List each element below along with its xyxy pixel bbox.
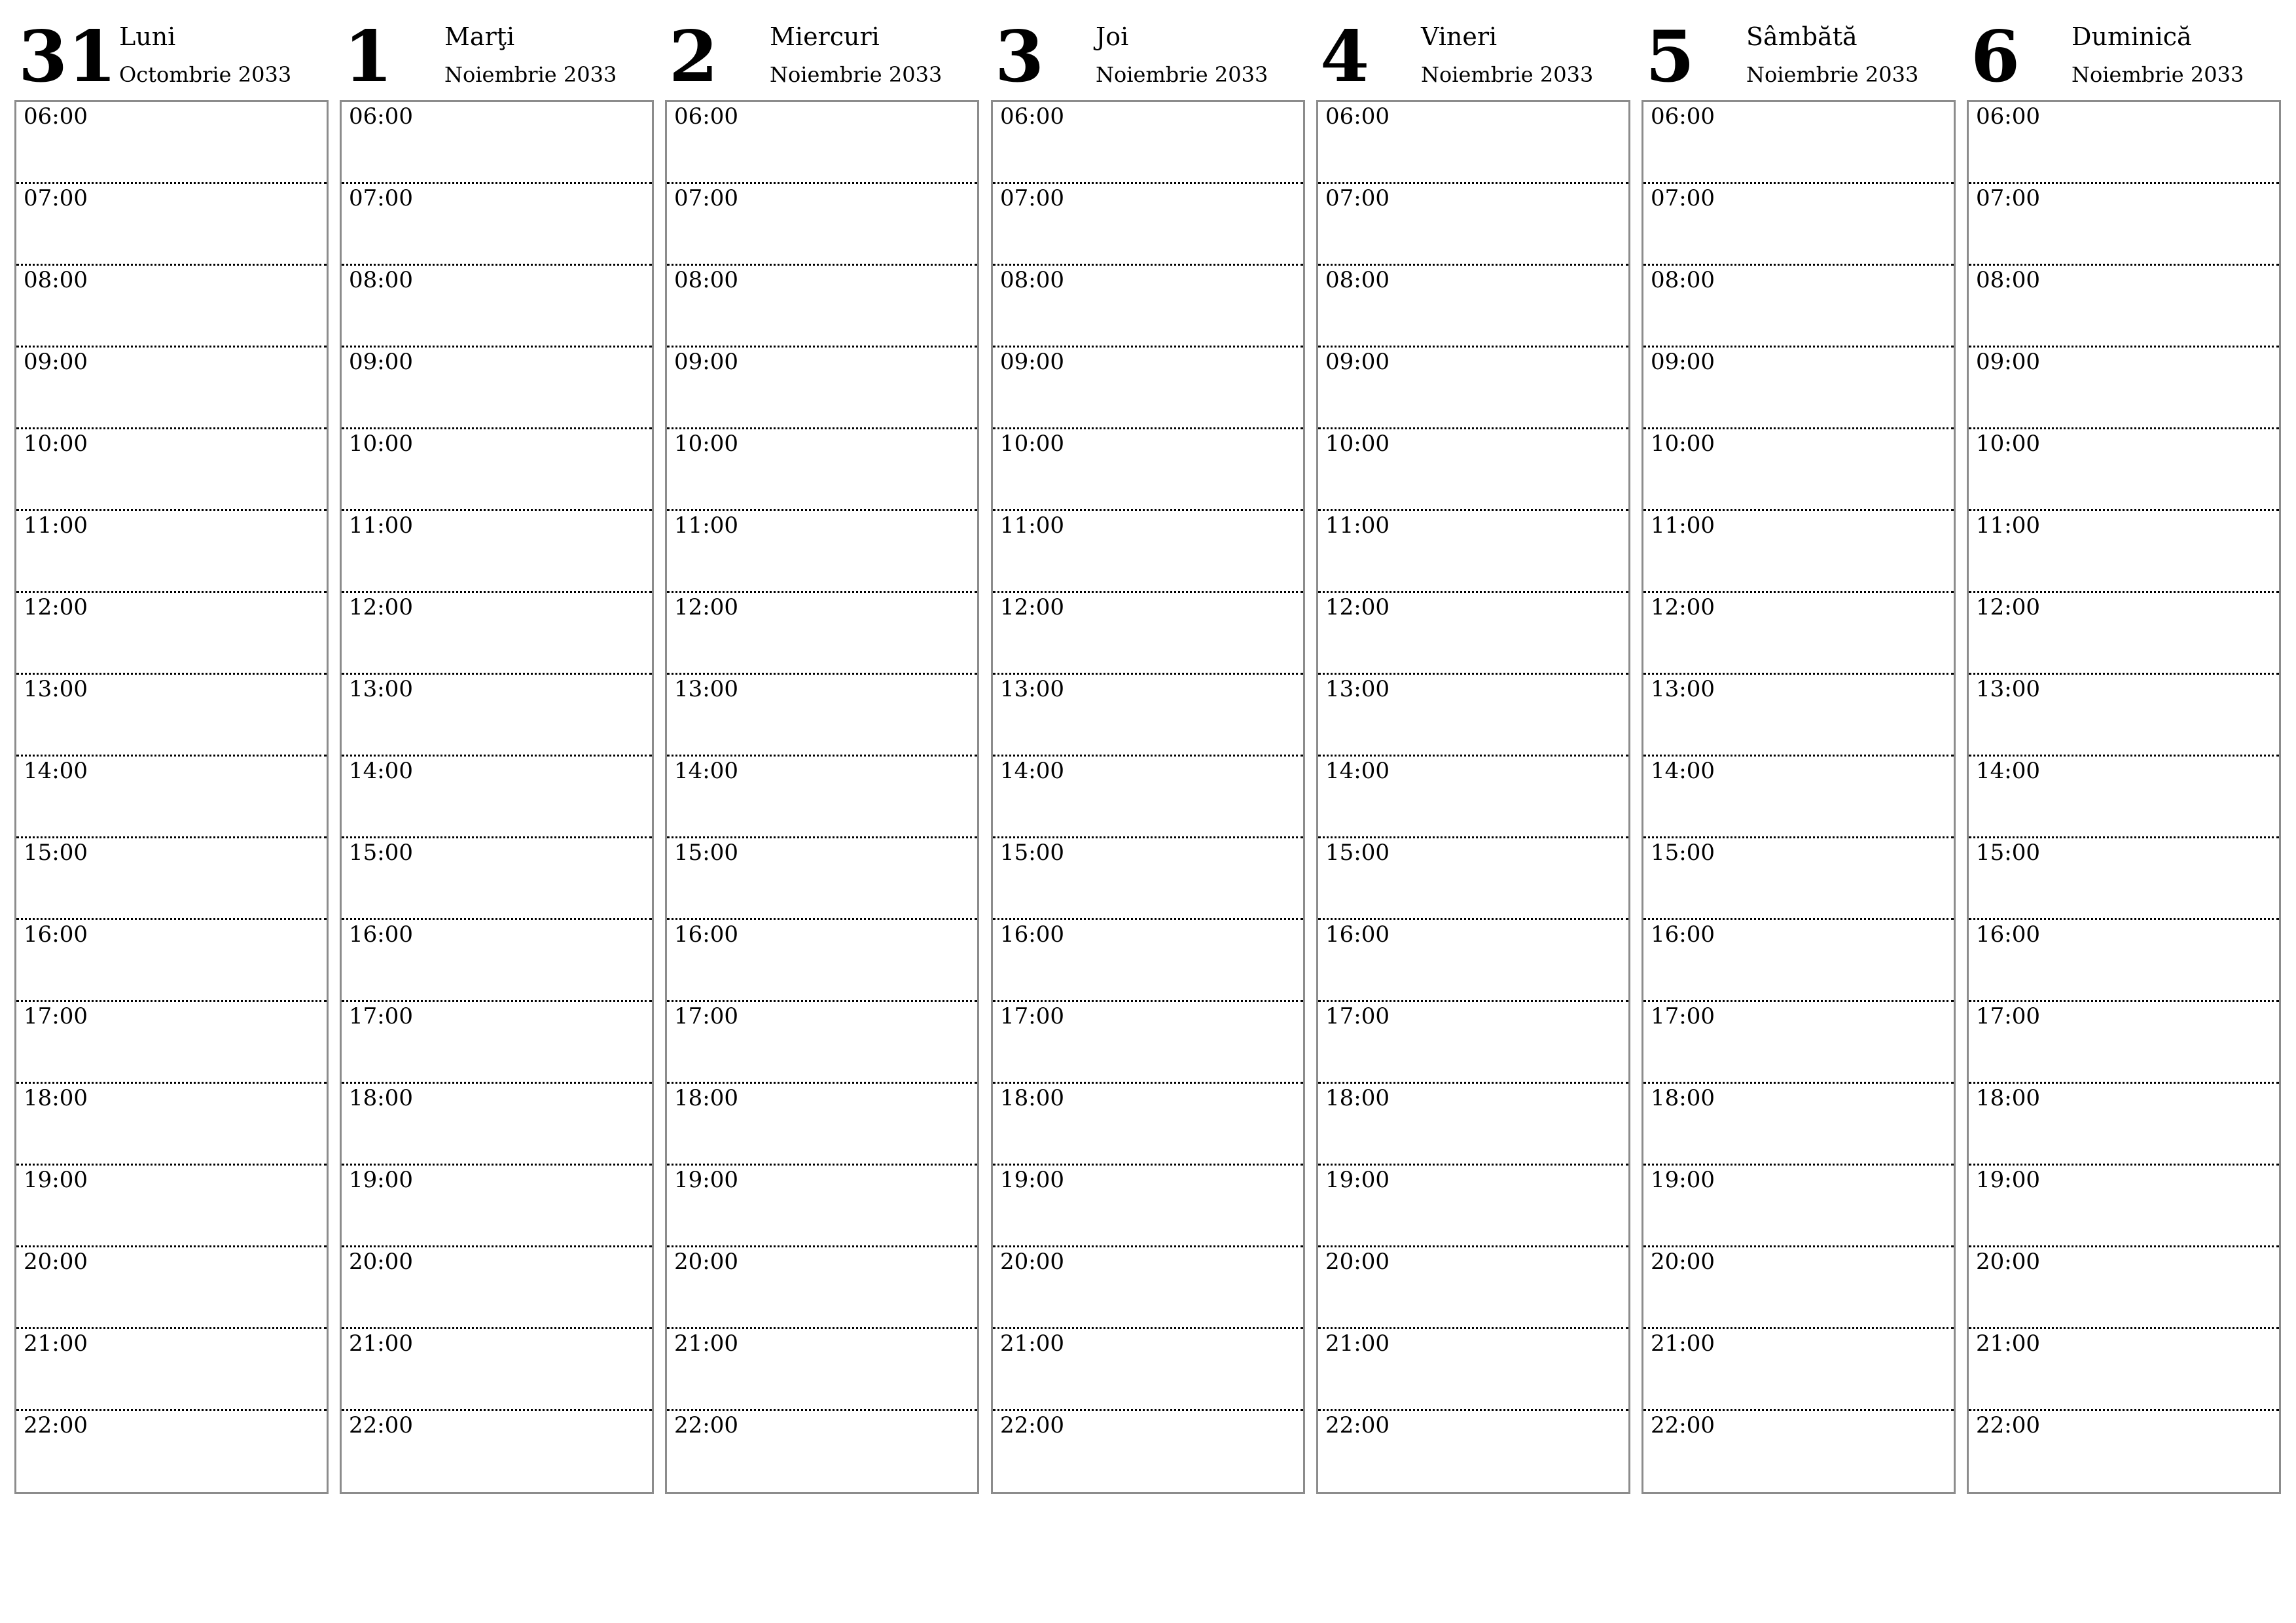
hour-label: 22:00 (1325, 1412, 1390, 1438)
hour-slot[interactable] (1318, 1002, 1628, 1084)
hour-slot[interactable] (342, 675, 652, 757)
hour-slot[interactable] (342, 266, 652, 348)
hour-slot[interactable] (1643, 675, 1954, 757)
hour-slot[interactable] (667, 757, 977, 838)
hour-label: 10:00 (1976, 431, 2040, 457)
hour-label: 18:00 (1651, 1085, 1715, 1111)
day-month: Octombrie 2033 (119, 62, 292, 87)
hour-label: 12:00 (1000, 594, 1064, 620)
day-month: Noiembrie 2033 (1421, 62, 1594, 87)
day-name: Duminică (2072, 22, 2192, 51)
hour-slot[interactable] (16, 593, 327, 675)
hour-slot[interactable] (1318, 266, 1628, 348)
day-number: 6 (1971, 16, 2020, 98)
hour-label: 06:00 (24, 103, 88, 130)
hour-label: 13:00 (1325, 676, 1390, 702)
hour-label: 16:00 (1325, 921, 1390, 948)
hour-grid (665, 100, 979, 1494)
hour-slot[interactable] (993, 266, 1303, 348)
day-number: 3 (995, 16, 1045, 98)
hour-slot[interactable] (667, 1002, 977, 1084)
hour-slot[interactable] (1318, 1084, 1628, 1166)
hour-label: 17:00 (24, 1003, 88, 1029)
hour-slot[interactable] (342, 511, 652, 593)
hour-slot[interactable] (342, 920, 652, 1002)
hour-grid (1967, 100, 2281, 1494)
hour-label: 06:00 (1000, 103, 1064, 130)
day-number: 1 (344, 16, 393, 98)
hour-label: 18:00 (1325, 1085, 1390, 1111)
hour-label: 17:00 (349, 1003, 413, 1029)
day-header (14, 16, 327, 98)
hour-label: 16:00 (349, 921, 413, 948)
hour-label: 08:00 (674, 267, 738, 293)
hour-slot[interactable] (1969, 1084, 2279, 1166)
hour-label: 15:00 (24, 840, 88, 866)
hour-slot[interactable] (1969, 102, 2279, 184)
hour-slot[interactable] (993, 1329, 1303, 1411)
hour-label: 18:00 (24, 1085, 88, 1111)
day-column (1316, 16, 1629, 1501)
hour-label: 11:00 (1651, 512, 1715, 539)
hour-slot[interactable] (342, 184, 652, 266)
hour-label: 12:00 (1976, 594, 2040, 620)
hour-slot[interactable] (667, 348, 977, 429)
hour-label: 20:00 (1000, 1249, 1064, 1275)
hour-label: 12:00 (24, 594, 88, 620)
hour-slot[interactable] (16, 1084, 327, 1166)
hour-label: 09:00 (1325, 349, 1390, 375)
day-number: 31 (18, 16, 117, 98)
hour-slot[interactable] (16, 1411, 327, 1493)
hour-label: 07:00 (24, 185, 88, 211)
hour-label: 10:00 (349, 431, 413, 457)
hour-label: 10:00 (1000, 431, 1064, 457)
hour-label: 20:00 (1325, 1249, 1390, 1275)
hour-slot[interactable] (1318, 511, 1628, 593)
hour-slot[interactable] (1969, 1247, 2279, 1329)
hour-label: 11:00 (674, 512, 738, 539)
hour-slot[interactable] (1969, 593, 2279, 675)
day-month: Noiembrie 2033 (444, 62, 617, 87)
hour-slot[interactable] (1643, 838, 1954, 920)
hour-label: 22:00 (349, 1412, 413, 1438)
hour-label: 18:00 (349, 1085, 413, 1111)
hour-label: 09:00 (24, 349, 88, 375)
hour-slot[interactable] (16, 348, 327, 429)
hour-slot[interactable] (993, 920, 1303, 1002)
hour-label: 20:00 (24, 1249, 88, 1275)
hour-label: 21:00 (349, 1330, 413, 1357)
hour-slot[interactable] (1318, 920, 1628, 1002)
hour-label: 22:00 (674, 1412, 738, 1438)
hour-label: 06:00 (349, 103, 413, 130)
hour-grid (1641, 100, 1956, 1494)
day-column (991, 16, 1304, 1501)
day-name: Luni (119, 22, 176, 51)
hour-slot[interactable] (1643, 102, 1954, 184)
hour-label: 18:00 (1976, 1085, 2040, 1111)
hour-slot[interactable] (16, 511, 327, 593)
hour-slot[interactable] (1969, 1166, 2279, 1247)
day-name: Miercuri (770, 22, 880, 51)
hour-grid (340, 100, 654, 1494)
hour-label: 21:00 (1651, 1330, 1715, 1357)
hour-slot[interactable] (1969, 757, 2279, 838)
hour-label: 21:00 (24, 1330, 88, 1357)
hour-label: 08:00 (349, 267, 413, 293)
hour-slot[interactable] (342, 1166, 652, 1247)
hour-slot[interactable] (667, 1411, 977, 1493)
hour-slot[interactable] (667, 1329, 977, 1411)
hour-slot[interactable] (1318, 1247, 1628, 1329)
hour-slot[interactable] (993, 757, 1303, 838)
hour-label: 08:00 (24, 267, 88, 293)
hour-label: 20:00 (1651, 1249, 1715, 1275)
hour-slot[interactable] (342, 593, 652, 675)
hour-slot[interactable] (16, 675, 327, 757)
hour-label: 13:00 (1000, 676, 1064, 702)
hour-label: 15:00 (1000, 840, 1064, 866)
day-number: 4 (1320, 16, 1370, 98)
hour-label: 19:00 (1000, 1167, 1064, 1193)
hour-slot[interactable] (1318, 675, 1628, 757)
day-name: Vineri (1421, 22, 1498, 51)
hour-slot[interactable] (1643, 184, 1954, 266)
hour-grid (991, 100, 1305, 1494)
hour-label: 06:00 (1325, 103, 1390, 130)
hour-slot[interactable] (1318, 184, 1628, 266)
hour-label: 12:00 (349, 594, 413, 620)
hour-label: 08:00 (1651, 267, 1715, 293)
hour-label: 10:00 (674, 431, 738, 457)
hour-label: 14:00 (1000, 758, 1064, 784)
hour-slot[interactable] (1318, 1166, 1628, 1247)
hour-grid (14, 100, 329, 1494)
hour-label: 20:00 (349, 1249, 413, 1275)
hour-slot[interactable] (1969, 920, 2279, 1002)
hour-label: 20:00 (674, 1249, 738, 1275)
hour-label: 14:00 (1976, 758, 2040, 784)
hour-label: 21:00 (674, 1330, 738, 1357)
hour-slot[interactable] (342, 757, 652, 838)
hour-label: 18:00 (1000, 1085, 1064, 1111)
hour-slot[interactable] (1318, 1411, 1628, 1493)
hour-label: 14:00 (24, 758, 88, 784)
hour-label: 09:00 (1976, 349, 2040, 375)
hour-slot[interactable] (16, 838, 327, 920)
hour-slot[interactable] (993, 1084, 1303, 1166)
hour-label: 21:00 (1000, 1330, 1064, 1357)
hour-label: 11:00 (1976, 512, 2040, 539)
hour-label: 07:00 (674, 185, 738, 211)
hour-slot[interactable] (1318, 593, 1628, 675)
hour-slot[interactable] (1318, 102, 1628, 184)
hour-slot[interactable] (1643, 511, 1954, 593)
hour-label: 14:00 (1325, 758, 1390, 784)
hour-label: 11:00 (1000, 512, 1064, 539)
hour-label: 16:00 (1976, 921, 2040, 948)
day-header (1641, 16, 1954, 98)
hour-slot[interactable] (16, 1002, 327, 1084)
hour-slot[interactable] (667, 1166, 977, 1247)
day-header (340, 16, 653, 98)
hour-label: 06:00 (674, 103, 738, 130)
hour-label: 22:00 (1976, 1412, 2040, 1438)
hour-label: 14:00 (674, 758, 738, 784)
hour-label: 14:00 (349, 758, 413, 784)
hour-slot[interactable] (667, 266, 977, 348)
hour-label: 13:00 (1651, 676, 1715, 702)
hour-slot[interactable] (16, 102, 327, 184)
hour-slot[interactable] (16, 429, 327, 511)
hour-slot[interactable] (993, 184, 1303, 266)
hour-slot[interactable] (1643, 348, 1954, 429)
hour-slot[interactable] (667, 429, 977, 511)
hour-label: 15:00 (1651, 840, 1715, 866)
hour-label: 12:00 (674, 594, 738, 620)
hour-label: 15:00 (1325, 840, 1390, 866)
hour-label: 17:00 (1325, 1003, 1390, 1029)
hour-slot[interactable] (993, 102, 1303, 184)
hour-label: 10:00 (1325, 431, 1390, 457)
hour-label: 11:00 (24, 512, 88, 539)
hour-grid (1316, 100, 1630, 1494)
hour-slot[interactable] (1643, 757, 1954, 838)
hour-label: 18:00 (674, 1085, 738, 1111)
day-column (1967, 16, 2280, 1501)
hour-label: 06:00 (1976, 103, 2040, 130)
hour-label: 07:00 (1325, 185, 1390, 211)
hour-slot[interactable] (993, 1411, 1303, 1493)
hour-label: 13:00 (1976, 676, 2040, 702)
hour-slot[interactable] (1969, 1329, 2279, 1411)
hour-label: 17:00 (1976, 1003, 2040, 1029)
hour-label: 15:00 (1976, 840, 2040, 866)
hour-label: 17:00 (1000, 1003, 1064, 1029)
hour-slot[interactable] (1969, 184, 2279, 266)
hour-label: 09:00 (1651, 349, 1715, 375)
hour-label: 17:00 (1651, 1003, 1715, 1029)
hour-label: 19:00 (24, 1167, 88, 1193)
hour-slot[interactable] (1969, 429, 2279, 511)
hour-slot[interactable] (16, 1247, 327, 1329)
hour-slot[interactable] (993, 429, 1303, 511)
hour-label: 21:00 (1976, 1330, 2040, 1357)
hour-label: 15:00 (349, 840, 413, 866)
hour-slot[interactable] (1969, 675, 2279, 757)
hour-label: 15:00 (674, 840, 738, 866)
hour-slot[interactable] (1643, 593, 1954, 675)
hour-slot[interactable] (16, 1329, 327, 1411)
hour-label: 11:00 (349, 512, 413, 539)
hour-label: 11:00 (1325, 512, 1390, 539)
hour-label: 12:00 (1651, 594, 1715, 620)
hour-slot[interactable] (1969, 511, 2279, 593)
hour-label: 16:00 (1651, 921, 1715, 948)
day-header (665, 16, 978, 98)
hour-slot[interactable] (342, 838, 652, 920)
hour-label: 08:00 (1976, 267, 2040, 293)
hour-label: 07:00 (349, 185, 413, 211)
hour-label: 14:00 (1651, 758, 1715, 784)
hour-slot[interactable] (993, 1247, 1303, 1329)
hour-label: 16:00 (1000, 921, 1064, 948)
hour-slot[interactable] (667, 511, 977, 593)
hour-slot[interactable] (667, 675, 977, 757)
hour-label: 22:00 (1651, 1412, 1715, 1438)
hour-slot[interactable] (667, 1247, 977, 1329)
hour-slot[interactable] (342, 429, 652, 511)
hour-slot[interactable] (993, 675, 1303, 757)
hour-label: 21:00 (1325, 1330, 1390, 1357)
hour-slot[interactable] (342, 102, 652, 184)
hour-slot[interactable] (993, 1166, 1303, 1247)
hour-label: 19:00 (1976, 1167, 2040, 1193)
hour-slot[interactable] (1969, 348, 2279, 429)
day-header (1967, 16, 2280, 98)
day-month: Noiembrie 2033 (1746, 62, 1919, 87)
hour-slot[interactable] (667, 838, 977, 920)
hour-label: 19:00 (1325, 1167, 1390, 1193)
day-column (1641, 16, 1954, 1501)
hour-slot[interactable] (1969, 1002, 2279, 1084)
hour-label: 19:00 (349, 1167, 413, 1193)
hour-slot[interactable] (667, 184, 977, 266)
hour-slot[interactable] (993, 348, 1303, 429)
hour-label: 07:00 (1651, 185, 1715, 211)
hour-slot[interactable] (1318, 1329, 1628, 1411)
hour-label: 13:00 (349, 676, 413, 702)
hour-slot[interactable] (16, 184, 327, 266)
hour-slot[interactable] (16, 757, 327, 838)
hour-slot[interactable] (1643, 266, 1954, 348)
hour-slot[interactable] (1318, 429, 1628, 511)
hour-slot[interactable] (342, 1411, 652, 1493)
hour-label: 22:00 (1000, 1412, 1064, 1438)
hour-slot[interactable] (16, 266, 327, 348)
day-header (1316, 16, 1629, 98)
hour-slot[interactable] (1643, 1411, 1954, 1493)
hour-slot[interactable] (1969, 1411, 2279, 1493)
hour-slot[interactable] (667, 920, 977, 1002)
day-name: Marţi (444, 22, 515, 51)
hour-label: 19:00 (674, 1167, 738, 1193)
day-number: 5 (1645, 16, 1695, 98)
hour-label: 10:00 (24, 431, 88, 457)
hour-slot[interactable] (342, 1329, 652, 1411)
hour-label: 13:00 (674, 676, 738, 702)
hour-slot[interactable] (667, 1084, 977, 1166)
day-month: Noiembrie 2033 (770, 62, 942, 87)
hour-slot[interactable] (16, 920, 327, 1002)
hour-label: 16:00 (24, 921, 88, 948)
hour-label: 09:00 (349, 349, 413, 375)
hour-slot[interactable] (1318, 757, 1628, 838)
day-column (14, 16, 327, 1501)
hour-slot[interactable] (667, 593, 977, 675)
hour-label: 17:00 (674, 1003, 738, 1029)
hour-slot[interactable] (342, 1002, 652, 1084)
hour-slot[interactable] (1643, 1084, 1954, 1166)
hour-label: 09:00 (674, 349, 738, 375)
hour-label: 07:00 (1976, 185, 2040, 211)
day-name: Sâmbătă (1746, 22, 1857, 51)
hour-label: 06:00 (1651, 103, 1715, 130)
hour-label: 08:00 (1325, 267, 1390, 293)
day-number: 2 (669, 16, 719, 98)
hour-slot[interactable] (993, 593, 1303, 675)
hour-slot[interactable] (1643, 1329, 1954, 1411)
hour-label: 13:00 (24, 676, 88, 702)
hour-label: 10:00 (1651, 431, 1715, 457)
day-name: Joi (1096, 22, 1129, 51)
hour-slot[interactable] (1318, 838, 1628, 920)
hour-slot[interactable] (993, 838, 1303, 920)
hour-label: 09:00 (1000, 349, 1064, 375)
day-column (340, 16, 653, 1501)
hour-label: 12:00 (1325, 594, 1390, 620)
day-month: Noiembrie 2033 (1096, 62, 1268, 87)
hour-label: 22:00 (24, 1412, 88, 1438)
hour-label: 19:00 (1651, 1167, 1715, 1193)
hour-slot[interactable] (1969, 838, 2279, 920)
weekly-planner (14, 16, 2284, 1501)
hour-slot[interactable] (1318, 348, 1628, 429)
hour-slot[interactable] (1643, 429, 1954, 511)
hour-slot[interactable] (1643, 920, 1954, 1002)
hour-slot[interactable] (667, 102, 977, 184)
hour-slot[interactable] (1643, 1002, 1954, 1084)
hour-slot[interactable] (993, 511, 1303, 593)
hour-slot[interactable] (342, 1247, 652, 1329)
hour-label: 08:00 (1000, 267, 1064, 293)
hour-label: 07:00 (1000, 185, 1064, 211)
hour-slot[interactable] (1643, 1166, 1954, 1247)
hour-label: 20:00 (1976, 1249, 2040, 1275)
day-header (991, 16, 1304, 98)
hour-slot[interactable] (342, 348, 652, 429)
hour-label: 16:00 (674, 921, 738, 948)
hour-slot[interactable] (993, 1002, 1303, 1084)
hour-slot[interactable] (16, 1166, 327, 1247)
day-month: Noiembrie 2033 (2072, 62, 2244, 87)
hour-slot[interactable] (1643, 1247, 1954, 1329)
hour-slot[interactable] (1969, 266, 2279, 348)
hour-slot[interactable] (342, 1084, 652, 1166)
day-column (665, 16, 978, 1501)
